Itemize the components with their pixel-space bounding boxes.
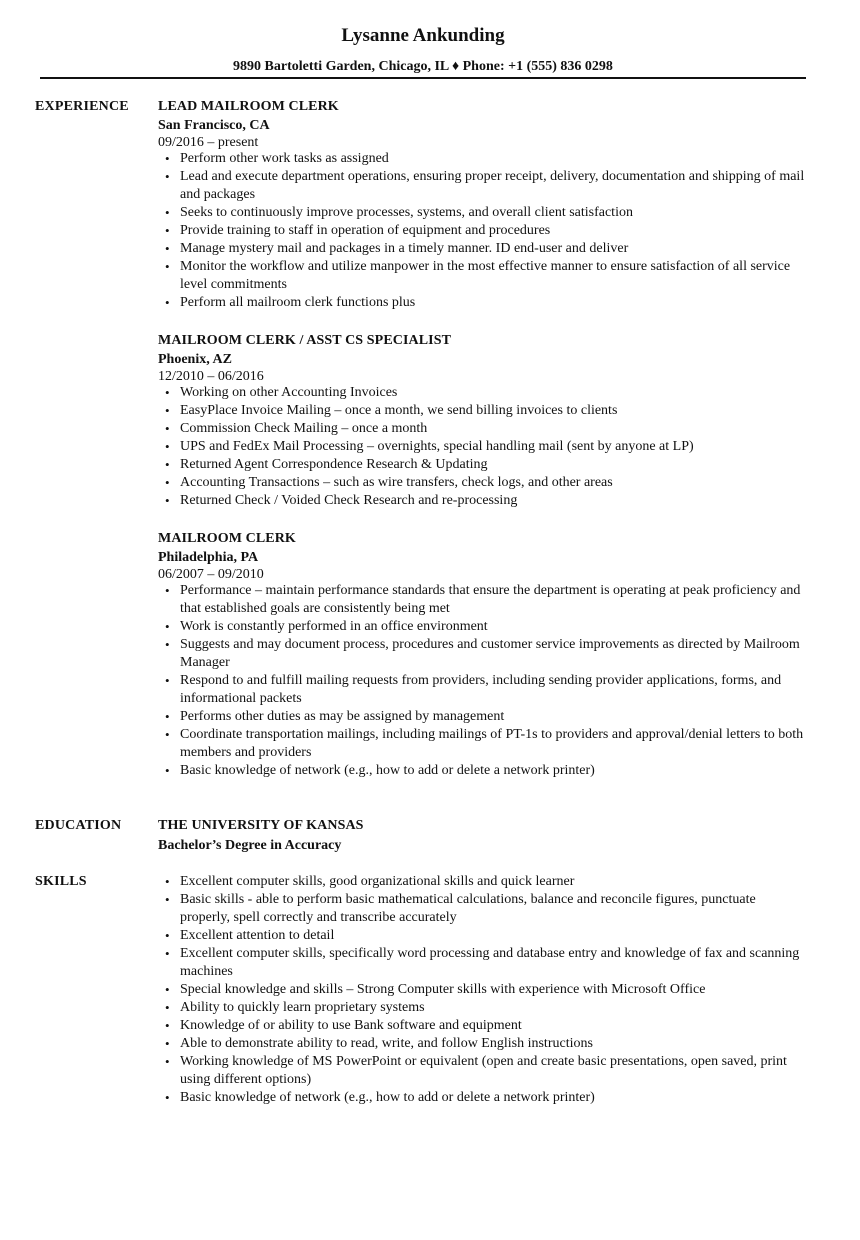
job-entry <box>158 332 808 510</box>
education-entry <box>158 817 808 855</box>
bullet-item: • Coordinate transportation mailings, including mailings of PT-1s to providers and approval/denial letters to both members and providers <box>158 726 808 762</box>
skill-item: • Special knowledge and skills – Strong Computer skills with experience with Microsoft Office <box>158 981 808 999</box>
skill-item: • Ability to quickly learn proprietary systems <box>158 999 808 1017</box>
job-dates: 06/2007 – 09/2010 <box>158 567 264 582</box>
bullet-item: • Seeks to continuously improve processes, systems, and overall client satisfaction <box>158 204 808 222</box>
skills-bullets <box>158 873 808 1107</box>
bullet-item: • Returned Check / Voided Check Research and re-processing <box>158 492 808 510</box>
job-entry <box>158 98 808 312</box>
bullet-item: • Performance – maintain performance standards that ensure the department is operating at peak proficiency and that established goals are consistently being met <box>158 582 808 618</box>
experience-list <box>158 98 808 800</box>
job-bullets <box>158 150 808 312</box>
skill-item: • Basic knowledge of network (e.g., how to add or delete a network printer) <box>158 1089 808 1107</box>
degree-name: Bachelor’s Degree in Accuracy <box>158 838 342 853</box>
skill-item: • Knowledge of or ability to use Bank software and equipment <box>158 1017 808 1035</box>
school-name: THE UNIVERSITY OF KANSAS <box>158 818 364 833</box>
section-label-education: EDUCATION <box>35 818 122 833</box>
job-dates: 12/2010 – 06/2016 <box>158 369 264 384</box>
skill-item: • Basic skills - able to perform basic mathematical calculations, balance and reconcile figures, punctuate properly, spell correctly and transcribe accurately <box>158 891 808 927</box>
job-bullets <box>158 582 808 780</box>
bullet-item: • Work is constantly performed in an office environment <box>158 618 808 636</box>
job-title: LEAD MAILROOM CLERK <box>158 99 339 114</box>
bullet-item: • Suggests and may document process, procedures and customer service improvements as directed by Mailroom Manager <box>158 636 808 672</box>
job-bullets <box>158 384 808 510</box>
bullet-item: • EasyPlace Invoice Mailing – once a month, we send billing invoices to clients <box>158 402 808 420</box>
job-location: Phoenix, AZ <box>158 352 232 367</box>
section-label-skills: SKILLS <box>35 874 87 889</box>
bullet-item: • Returned Agent Correspondence Research & Updating <box>158 456 808 474</box>
bullet-item: • Respond to and fulfill mailing requests from providers, including sending provider applications, forms, and informational packets <box>158 672 808 708</box>
skill-item: • Working knowledge of MS PowerPoint or equivalent (open and create basic presentations, open saved, print using different options) <box>158 1053 808 1089</box>
bullet-item: • UPS and FedEx Mail Processing – overnights, special handling mail (sent by anyone at LP) <box>158 438 808 456</box>
bullet-item: • Monitor the workflow and utilize manpower in the most effective manner to ensure satisfaction of all service level commitments <box>158 258 808 294</box>
job-dates: 09/2016 – present <box>158 135 259 150</box>
bullet-item: • Working on other Accounting Invoices <box>158 384 808 402</box>
bullet-item: • Perform all mailroom clerk functions plus <box>158 294 808 312</box>
job-location: San Francisco, CA <box>158 118 270 133</box>
bullet-item: • Lead and execute department operations, ensuring proper receipt, delivery, documentation and shipping of mail and packages <box>158 168 808 204</box>
section-label-experience: EXPERIENCE <box>35 99 129 114</box>
skill-item: • Excellent computer skills, good organizational skills and quick learner <box>158 873 808 891</box>
contact-line: 9890 Bartoletti Garden, Chicago, IL ♦ Phone: +1 (555) 836 0298 <box>233 59 613 74</box>
skills-list <box>158 873 808 1107</box>
job-entry <box>158 530 808 780</box>
bullet-item: • Accounting Transactions – such as wire transfers, check logs, and other areas <box>158 474 808 492</box>
skill-item: • Able to demonstrate ability to read, write, and follow English instructions <box>158 1035 808 1053</box>
resume-header <box>0 24 846 76</box>
bullet-item: • Performs other duties as may be assigned by management <box>158 708 808 726</box>
candidate-name: Lysanne Ankunding <box>341 25 505 46</box>
job-title: MAILROOM CLERK <box>158 531 296 546</box>
bullet-item: • Perform other work tasks as assigned <box>158 150 808 168</box>
skill-item: • Excellent computer skills, specifically word processing and database entry and knowledge of fax and scanning machines <box>158 945 808 981</box>
bullet-item: • Basic knowledge of network (e.g., how to add or delete a network printer) <box>158 762 808 780</box>
bullet-item: • Commission Check Mailing – once a month <box>158 420 808 438</box>
job-title: MAILROOM CLERK / ASST CS SPECIALIST <box>158 333 452 348</box>
bullet-item: • Provide training to staff in operation of equipment and procedures <box>158 222 808 240</box>
header-divider <box>40 77 806 79</box>
bullet-item: • Manage mystery mail and packages in a timely manner. ID end-user and deliver <box>158 240 808 258</box>
job-location: Philadelphia, PA <box>158 550 259 565</box>
skill-item: • Excellent attention to detail <box>158 927 808 945</box>
